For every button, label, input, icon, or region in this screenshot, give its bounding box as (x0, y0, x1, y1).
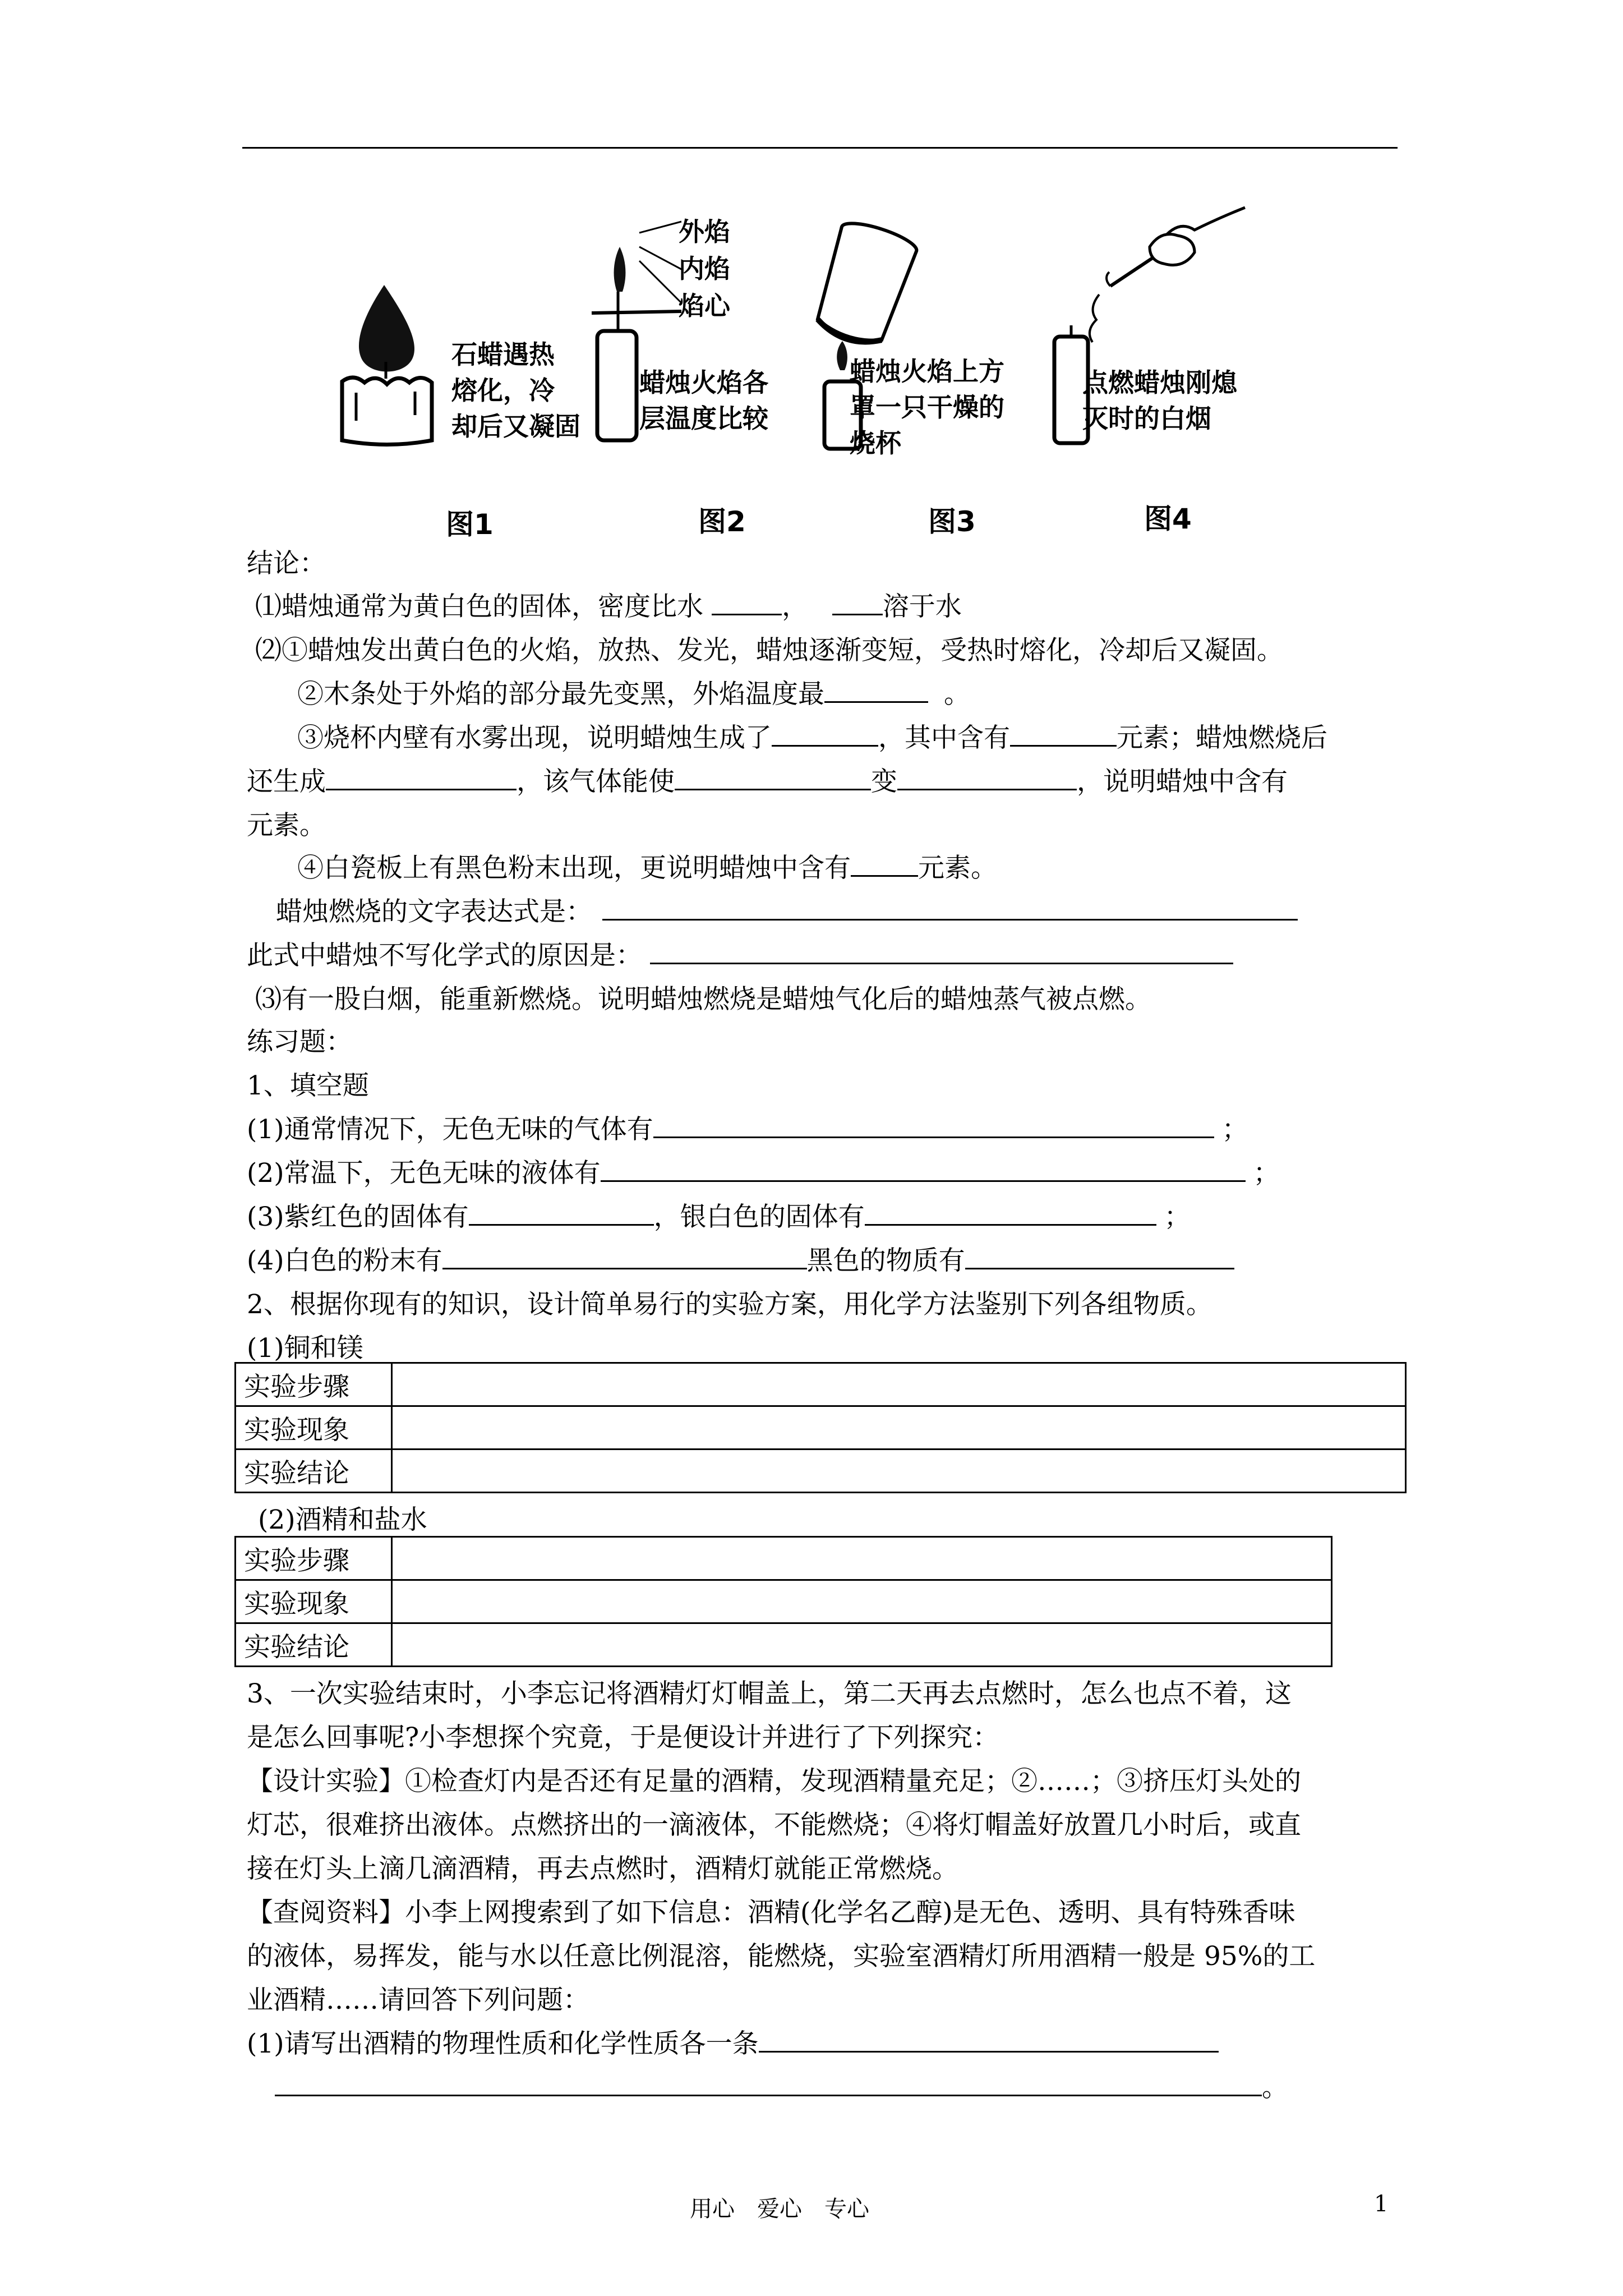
density-text: ⑴蜡烛通常为黄白色的固体，密度比水 (255, 591, 703, 622)
flame-core-label: 焰心 (679, 291, 730, 321)
fig1-caption: 图1 (446, 508, 494, 541)
conclusion-line-7 (297, 846, 997, 891)
flame-layer-labels (679, 213, 730, 324)
fig1-label-line1: 石蜡遇热 (451, 339, 555, 370)
fig4-label (1082, 365, 1237, 436)
fig3-label-line1: 蜡烛火焰上方 (850, 356, 1004, 386)
black-substance-question: 黑色的物质有 (806, 1245, 965, 1276)
conclusion-line-9 (247, 933, 1233, 978)
row-header: 实验步骤 (236, 1363, 392, 1406)
fig2-caption: 图2 (698, 505, 746, 538)
outer-flame-label: 外焰 (679, 217, 730, 247)
conclusion-line-5 (247, 760, 1288, 804)
answer-cell[interactable] (392, 1450, 1406, 1493)
question-3-line-7: 的液体，易挥发，能与水以任意比例混溶，能燃烧，实验室酒精灯所用酒精一般是 95%的工 (247, 1941, 1316, 1972)
semicolon: ； (1221, 1114, 1248, 1145)
product-blank[interactable] (772, 719, 878, 747)
solubility-text: 溶于水 (882, 591, 962, 622)
after-burning-text: 元素；蜡烛燃烧后 (1117, 723, 1327, 753)
water-mist-text: ③烧杯内壁有水雾出现，说明蜡烛生成了 (297, 723, 772, 753)
conclusion-line-1 (255, 585, 962, 629)
answer-cell[interactable] (392, 1537, 1332, 1580)
black-substance-blank[interactable] (965, 1242, 1234, 1269)
header-rule (242, 147, 1398, 149)
alcohol-saltwater-table (234, 1536, 1332, 1667)
copper-magnesium-table (234, 1362, 1407, 1493)
footer-motto: 用心 爱心 专心 (690, 2196, 869, 2222)
properties-question: (1)请写出酒精的物理性质和化学性质各一条 (247, 2028, 759, 2059)
colorless-gas-blank[interactable] (653, 1111, 1214, 1138)
table-row (236, 1406, 1406, 1450)
row-header: 实验结论 (236, 1450, 392, 1493)
row-header: 实验现象 (236, 1580, 392, 1623)
answer-cell[interactable] (392, 1363, 1406, 1406)
reagent-blank[interactable] (675, 763, 871, 790)
becomes-text: 变 (871, 766, 897, 797)
period: 。 (1262, 2072, 1288, 2103)
question-2-2: (2)酒精和盐水 (258, 1504, 427, 1535)
fig3-label-line3: 烧杯 (850, 428, 901, 458)
gas-effect-text: ，该气体能使 (517, 766, 675, 797)
question-1-1 (247, 1107, 1248, 1152)
conclusion-line-8 (276, 890, 1298, 935)
question-2-1: (1)铜和镁 (247, 1333, 363, 1364)
purple-red-question: (3)紫红色的固体有 (247, 1202, 469, 1232)
fig2-label (639, 365, 768, 436)
conclusion-line-6: 元素。 (247, 810, 326, 841)
fig3-caption: 图3 (928, 505, 976, 538)
carbon-blank[interactable] (851, 849, 918, 877)
element-blank[interactable] (1010, 719, 1117, 747)
inner-flame-label: 内焰 (679, 254, 730, 284)
question-1-title: 1、填空题 (247, 1070, 369, 1101)
semicolon: ； (1164, 1202, 1191, 1232)
table-row (236, 1363, 1406, 1406)
element-suffix: 元素。 (918, 853, 997, 884)
question-3-line-2: 是怎么回事呢?小李想探个究竟，于是便设计并进行了下列探究： (247, 1722, 999, 1753)
period: 。 (944, 679, 970, 710)
fig4-label-line1: 点燃蜡烛刚熄 (1082, 367, 1237, 398)
question-3-line-5: 接在灯头上滴几滴酒精，再去点燃时，酒精灯就能正常燃烧。 (247, 1853, 958, 1884)
conclusion-line-3 (297, 672, 970, 717)
question-1-4 (247, 1239, 1234, 1283)
question-1-2 (247, 1151, 1280, 1196)
element-text: ，其中含有 (878, 723, 1010, 753)
gas-blank[interactable] (326, 763, 517, 790)
page-number: 1 (1374, 2191, 1389, 2217)
properties-blank-2[interactable] (275, 2069, 1262, 2096)
question-1-3 (247, 1195, 1191, 1240)
silver-white-question: ，银白色的固体有 (653, 1202, 865, 1232)
silver-white-solid-blank[interactable] (865, 1198, 1156, 1226)
solubility-blank[interactable] (832, 588, 883, 615)
answer-cell[interactable] (392, 1623, 1332, 1667)
question-3-line-1: 3、一次实验结束时，小李忘记将酒精灯灯帽盖上，第二天再去点燃时，怎么也点不着，这 (247, 1678, 1292, 1709)
reason-blank[interactable] (650, 937, 1233, 964)
table-row (236, 1537, 1332, 1580)
question-3-line-8: 业酒精……请回答下列问题： (247, 1985, 589, 2016)
table-row (236, 1623, 1332, 1667)
conclusion-line-10: ⑶有一股白烟，能重新燃烧。说明蜡烛燃烧是蜡烛气化后的蜡烛蒸气被点燃。 (255, 984, 1151, 1015)
question-3-1-continuation (275, 2065, 1288, 2110)
black-powder-text: ④白瓷板上有黑色粉末出现，更说明蜡烛中含有 (297, 853, 851, 884)
fig1-label-line2: 熔化，冷 (451, 375, 555, 406)
properties-blank[interactable] (759, 2025, 1219, 2053)
conclusion-line-4 (297, 716, 1327, 761)
question-2-title: 2、根据你现有的知识，设计简单易行的实验方案，用化学方法鉴别下列各组物质。 (247, 1289, 1212, 1320)
also-produces-text: 还生成 (247, 766, 326, 797)
temperature-blank[interactable] (824, 675, 928, 703)
comma: ， (781, 591, 808, 622)
fig3-label (850, 353, 1004, 461)
question-3-line-4: 灯芯，很难挤出液体。点燃挤出的一滴液体，不能燃烧；④将灯帽盖好放置几小时后，或直 (247, 1810, 1301, 1841)
gas-question: (1)通常情况下，无色无味的气体有 (247, 1114, 653, 1145)
fig4-caption: 图4 (1144, 503, 1192, 535)
reason-text: 此式中蜡烛不写化学式的原因是： (247, 940, 642, 971)
white-powder-question: (4)白色的粉末有 (247, 1245, 442, 1276)
fig1-label (451, 337, 580, 444)
fig2-label-line1: 蜡烛火焰各 (639, 367, 768, 398)
fig4-label-line2: 灭时的白烟 (1082, 403, 1211, 434)
row-header: 实验现象 (236, 1406, 392, 1450)
question-3-line-6: 【查阅资料】小李上网搜索到了如下信息：酒精(化学名乙醇)是无色、透明、具有特殊香味 (247, 1897, 1295, 1928)
semicolon: ； (1253, 1158, 1280, 1189)
row-header: 实验步骤 (236, 1537, 392, 1580)
answer-cell[interactable] (392, 1406, 1406, 1450)
word-equation-blank[interactable] (602, 893, 1298, 921)
conclusion-line-2: ⑵①蜡烛发出黄白色的火焰，放热、发光，蜡烛逐渐变短，受热时熔化，冷却后又凝固。 (255, 635, 1283, 666)
density-blank[interactable] (712, 588, 782, 615)
word-equation-text: 蜡烛燃烧的文字表达式是： (276, 896, 592, 927)
liquid-question: (2)常温下，无色无味的液体有 (247, 1158, 601, 1189)
fig2-label-line2: 层温度比较 (639, 403, 768, 434)
contains-text: ，说明蜡烛中含有 (1077, 766, 1288, 797)
change-blank[interactable] (897, 763, 1077, 790)
conclusion-title: 结论： (247, 548, 326, 579)
exercises-title: 练习题： (247, 1027, 352, 1057)
melting-candle-illustration (331, 280, 443, 449)
row-header: 实验结论 (236, 1623, 392, 1667)
colorless-liquid-blank[interactable] (601, 1154, 1246, 1182)
white-powder-blank[interactable] (442, 1242, 807, 1269)
question-3-line-3: 【设计实验】①检查灯内是否还有足量的酒精，发现酒精量充足；②……；③挤压灯头处的 (247, 1766, 1301, 1797)
fig1-label-line3: 却后又凝固 (451, 411, 580, 441)
purple-red-solid-blank[interactable] (469, 1198, 654, 1226)
question-3-1 (247, 2022, 1219, 2067)
table-row (236, 1580, 1332, 1623)
answer-cell[interactable] (392, 1580, 1332, 1623)
fig3-label-line2: 罩一只干燥的 (850, 392, 1004, 422)
table-row (236, 1450, 1406, 1493)
outer-flame-text: ②木条处于外焰的部分最先变黑，外焰温度最 (297, 679, 824, 710)
